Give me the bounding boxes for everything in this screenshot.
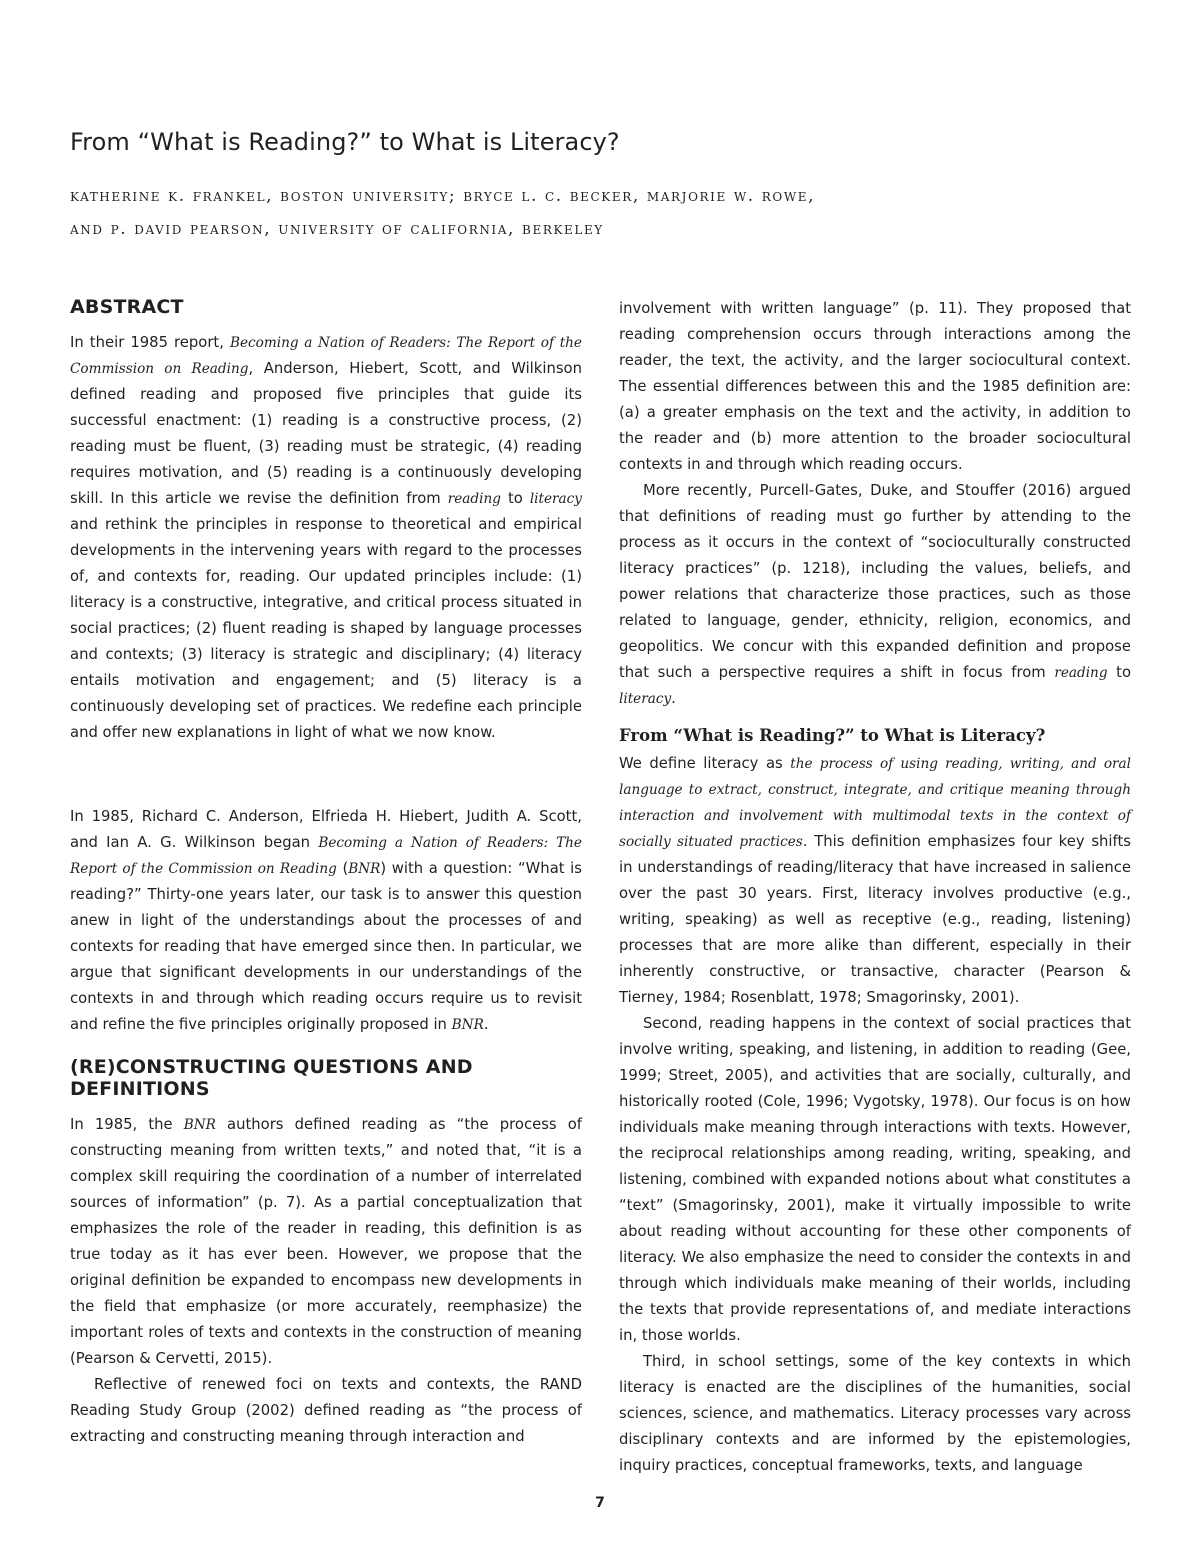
- body-paragraph: Second, reading happens in the context of social practices that involve writing, speaking, and listening, in addition to reading (Gee, 1999; Street, 2005), and activities that are socially, culturally, and historically rooted (Cole, 1996; Vygotsky, 1978). Our focus is on how individuals make meaning through interactions with texts. However, the reciprocal relationships among reading, writing, speaking, and listening, combined with expanded notions about what constitutes a “text” (Smagorinsky, 2001), make it virtually impossible to write about reading without accounting for these other components of literacy. We also emphasize the need to consider the contexts in and through which individuals make meaning of their worlds, including the texts that provide representations of, and mediate interactions in, those worlds.: [619, 1015, 1131, 1344]
- author-line-2: and p. david pearson, university of california, berkeley: [70, 219, 604, 239]
- page-number: 7: [595, 1495, 605, 1511]
- body-paragraph: involvement with written language” (p. 11). They proposed that reading comprehension occurs through interactions among the reader, the text, the activity, and the larger sociocultural context. The essential differences between this and the 1985 definition are: (a) a greater emphasis on the text and the activity, in addition to the reader and (b) more attention to the broader sociocultural contexts in and through which reading occurs.: [619, 300, 1131, 473]
- body-paragraph: We define literacy as the process of using reading, writing, and oral language to extract, construct, integrate, and critique meaning through interaction and involvement with multimodal texts in the context of socially situated practices. This definition emphasizes four key shifts in understandings of reading/literacy that have increased in salience over the past 30 years. First, literacy involves productive (e.g., writing, speaking) as well as receptive (e.g., reading, listening) processes that are more alike than different, especially in their inherently constructive, or transactive, character (Pearson & Tierney, 1984; Rosenblatt, 1978; Smagorinsky, 2001).: [619, 755, 1131, 1006]
- left-column: [70, 296, 582, 1450]
- body-paragraph: More recently, Purcell-Gates, Duke, and Stouffer (2016) argued that definitions of reading must go further by attending to the process as it occurs in the context of “socioculturally constructed literacy practices” (p. 1218), including the values, beliefs, and power relations that characterize those practices, such as those related to language, gender, ethnicity, religion, economics, and geopolitics. We concur with this expanded definition and propose that such a perspective requires a shift in focus from reading to literacy.: [619, 482, 1132, 707]
- body-paragraph: Third, in school settings, some of the key contexts in which literacy is enacted are the disciplines of the humanities, social sciences, science, and mathematics. Literacy processes vary across disciplinary contexts and are informed by the epistemologies, inquiry practices, conceptual frameworks, texts, and language: [619, 1353, 1131, 1474]
- article-title: From “What is Reading?” to What is Literacy?: [70, 128, 620, 156]
- author-line-1: katherine k. frankel, boston university; bryce l. c. becker, marjorie w. rowe,: [70, 186, 816, 206]
- abstract-heading: ABSTRACT: [70, 296, 184, 318]
- body-paragraph: Reflective of renewed foci on texts and contexts, the RAND Reading Study Group (2002) defined reading as “the process of extracting and constructing meaning through interaction and: [70, 1376, 582, 1445]
- subsection-heading: From “What is Reading?” to What is Literacy?: [619, 726, 1046, 745]
- section-heading-definitions: (RE)CONSTRUCTING QUESTIONS AND DEFINITIONS: [70, 1056, 473, 1100]
- right-column: [619, 296, 1131, 1479]
- author-list: [70, 180, 815, 246]
- body-paragraph: In 1985, the BNR authors defined reading as “the process of constructing meaning from written texts,” and noted that, “it is a complex skill requiring the coordination of a number of interrelated sources of information” (p. 7). As a partial conceptualization that emphasizes the role of the reader in reading, this definition is as true today as it has ever been. However, we propose that the original definition be expanded to encompass new developments in the field that emphasize (or more accurately, reemphasize) the important roles of texts and contexts in the construction of meaning (Pearson & Cervetti, 2015).: [70, 1116, 583, 1367]
- spacer: [70, 746, 582, 804]
- abstract-paragraph: In their 1985 report, Becoming a Nation of Readers: The Report of the Commission on Reading, Anderson, Hiebert, Scott, and Wilkinson defined reading and proposed five principles that guide its successful enactment: (1) reading is a constructive process, (2) reading must be fluent, (3) reading must be strategic, (4) reading requires motivation, and (5) reading is a continuously developing skill. In this article we revise the definition from reading to literacy and rethink the principles in response to theoretical and empirical developments in the intervening years with regard to the processes of, and contexts for, reading. Our updated principles include: (1) literacy is a constructive, integrative, and critical process situated in social practices; (2) fluent reading is shaped by language processes and contexts; (3) literacy is strategic and disciplinary; (4) literacy entails motivation and engagement; and (5) literacy is a continuously developing set of practices. We redefine each principle and offer new explanations in light of what we now know.: [70, 334, 582, 741]
- intro-paragraph: In 1985, Richard C. Anderson, Elfrieda H. Hiebert, Judith A. Scott, and Ian A. G. Wilkinson began Becoming a Nation of Readers: The Report of the Commission on Reading (BNR) with a question: “What is reading?” Thirty-one years later, our task is to answer this question anew in light of the understandings about the processes of and contexts for reading that have emerged since then. In particular, we argue that significant developments in our understandings of the contexts in and through which reading occurs require us to revisit and refine the five principles originally proposed in BNR.: [70, 808, 582, 1033]
